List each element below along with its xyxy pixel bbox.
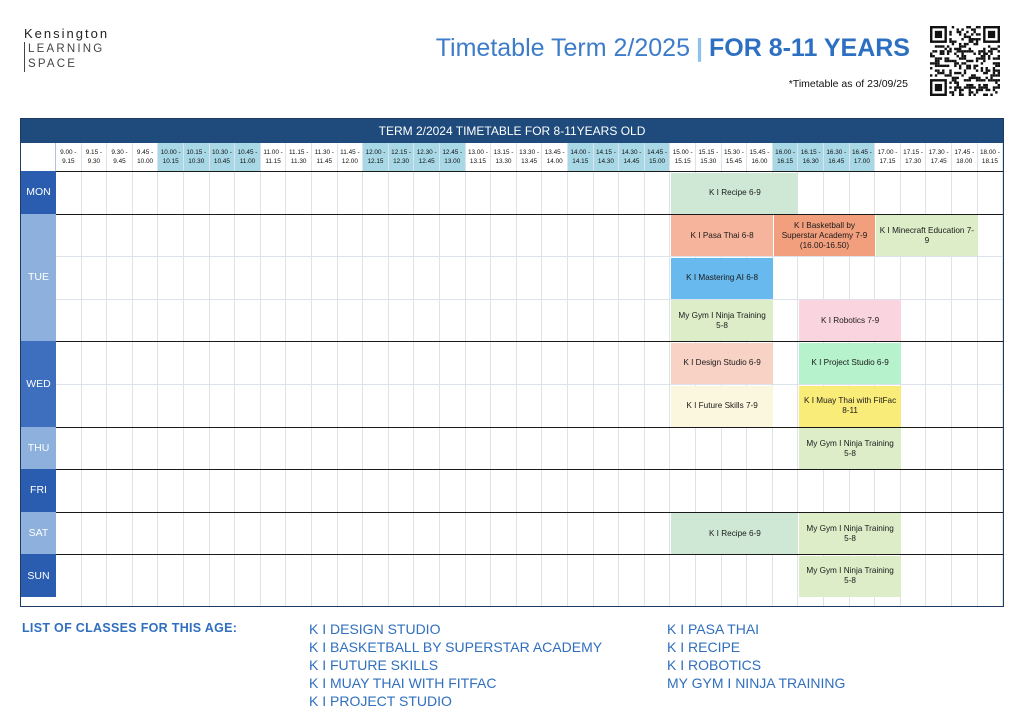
timetable-grid xyxy=(20,118,1004,607)
time-slot-end: 13.45 xyxy=(521,158,538,165)
time-slot-start: 14.00 - xyxy=(570,149,591,156)
time-slot-end: 12.00 xyxy=(341,158,358,165)
time-slot-start: 15.45 - xyxy=(749,149,770,156)
time-slot-start: 13.45 - xyxy=(544,149,565,156)
time-slot-end: 13.30 xyxy=(495,158,512,165)
time-slot-end: 17.30 xyxy=(905,158,922,165)
time-slot-end: 10.30 xyxy=(188,158,205,165)
class-block[interactable]: K I Design Studio 6-9 xyxy=(671,343,772,384)
time-slot-header xyxy=(56,143,82,171)
grid-column-line xyxy=(261,171,287,606)
time-slot-header xyxy=(568,143,594,171)
time-slot-end: 10.45 xyxy=(213,158,230,165)
time-slot-header xyxy=(82,143,108,171)
time-slot-start: 11.15 - xyxy=(288,149,309,156)
time-slot-end: 12.45 xyxy=(418,158,435,165)
time-slot-header xyxy=(338,143,364,171)
time-slot-end: 17.45 xyxy=(930,158,947,165)
grid-column-line xyxy=(517,171,543,606)
time-slot-header xyxy=(210,143,236,171)
time-slot-start: 14.30 - xyxy=(621,149,642,156)
time-slot-header xyxy=(466,143,492,171)
time-slot-end: 16.45 xyxy=(828,158,845,165)
grid-column-line xyxy=(107,171,133,606)
time-slot-end: 15.00 xyxy=(649,158,666,165)
grid-column-line xyxy=(286,171,312,606)
time-slot-end: 9.45 xyxy=(113,158,126,165)
row-separator xyxy=(56,256,1003,257)
time-slot-header xyxy=(824,143,850,171)
time-slot-header xyxy=(978,143,1004,171)
time-slot-start: 9.30 - xyxy=(111,149,128,156)
time-slot-start: 9.00 - xyxy=(60,149,77,156)
grid-column-line xyxy=(312,171,338,606)
timetable-title: TERM 2/2024 TIMETABLE FOR 8-11YEARS OLD xyxy=(21,119,1003,143)
time-slot-header xyxy=(875,143,901,171)
time-slot-start: 9.15 - xyxy=(85,149,103,156)
time-slot-end: 13.00 xyxy=(444,158,461,165)
class-block[interactable]: K I Minecraft Education 7-9 xyxy=(876,215,977,256)
class-list-item: K I FUTURE SKILLS xyxy=(309,657,439,673)
time-slot-start: 10.45 - xyxy=(237,149,258,156)
class-block[interactable]: My Gym I Ninja Training 5-8 xyxy=(799,513,900,554)
grid-column-line xyxy=(978,171,1004,606)
time-slot-header xyxy=(747,143,773,171)
class-list-column-1 xyxy=(309,620,602,710)
time-slot-start: 17.15 - xyxy=(903,149,924,156)
time-slot-end: 11.00 xyxy=(239,158,256,165)
title-separator: | xyxy=(695,34,703,62)
grid-column-line xyxy=(491,171,517,606)
class-list-item: K I BASKETBALL BY SUPERSTAR ACADEMY xyxy=(309,639,603,655)
class-list-item: K I PROJECT STUDIO xyxy=(309,693,452,709)
time-slot-start: 10.00 - xyxy=(160,149,181,156)
time-slot-end: 18.15 xyxy=(981,158,998,165)
time-slot-start: 9.45 - xyxy=(136,149,154,156)
time-slot-header xyxy=(722,143,748,171)
time-slot-end: 15.45 xyxy=(725,158,742,165)
time-slot-end: 17.00 xyxy=(853,158,870,165)
grid-column-line xyxy=(414,171,440,606)
time-slot-start: 15.00 - xyxy=(672,149,693,156)
grid-column-line xyxy=(389,171,415,606)
timetable-date-note: *Timetable as of 23/09/25 xyxy=(788,78,908,90)
time-slot-header xyxy=(850,143,876,171)
time-slot-end: 17.15 xyxy=(879,158,896,165)
header-corner xyxy=(21,143,56,171)
title-age-group: FOR 8-11 YEARS xyxy=(708,34,910,62)
class-block[interactable]: K I Future Skills 7-9 xyxy=(671,386,772,427)
time-slot-end: 11.15 xyxy=(265,158,281,165)
time-slot-header xyxy=(158,143,184,171)
day-label-fri: FRI xyxy=(21,469,56,512)
time-slot-end: 11.30 xyxy=(290,158,307,165)
class-list-column-2 xyxy=(667,620,845,692)
grid-column-line xyxy=(210,171,236,606)
time-slot-end: 16.15 xyxy=(777,158,794,165)
page-title xyxy=(436,32,910,64)
class-block[interactable]: K I Muay Thai with FitFac 8-11 xyxy=(799,386,900,427)
grid-column-line xyxy=(594,171,620,606)
grid-column-line xyxy=(466,171,492,606)
grid-column-line xyxy=(56,171,82,606)
class-block[interactable]: K I Pasa Thai 6-8 xyxy=(671,215,772,256)
time-slot-header xyxy=(645,143,671,171)
grid-column-line xyxy=(542,171,568,606)
time-slot-end: 18.00 xyxy=(956,158,973,165)
time-slot-header xyxy=(773,143,799,171)
time-slot-start: 11.45 - xyxy=(340,149,360,156)
time-slot-start: 12.30 - xyxy=(416,149,437,156)
time-slot-header xyxy=(491,143,517,171)
time-slot-end: 15.15 xyxy=(674,158,691,165)
class-list-item: K I DESIGN STUDIO xyxy=(309,621,441,637)
time-slot-start: 10.30 - xyxy=(211,149,232,156)
class-list-item: K I PASA THAI xyxy=(667,621,760,637)
grid-column-line xyxy=(363,171,389,606)
time-slot-start: 13.30 - xyxy=(519,149,540,156)
time-slot-header xyxy=(235,143,261,171)
time-slot-header xyxy=(286,143,312,171)
day-label-sun: SUN xyxy=(21,554,56,597)
time-slot-start: 18.00 - xyxy=(979,149,1000,156)
time-slot-start: 12.15 - xyxy=(391,149,412,156)
qr-code-icon[interactable] xyxy=(930,26,1000,96)
class-block[interactable]: My Gym I Ninja Training 5-8 xyxy=(799,428,900,469)
time-slot-start: 17.45 - xyxy=(954,149,975,156)
day-separator xyxy=(21,171,1003,172)
time-slot-header xyxy=(798,143,824,171)
class-block[interactable]: My Gym I Ninja Training 5-8 xyxy=(671,300,772,341)
time-slot-start: 14.45 - xyxy=(647,149,668,156)
grid-column-line xyxy=(338,171,364,606)
time-slot-end: 14.15 xyxy=(572,158,589,165)
grid-column-line xyxy=(619,171,645,606)
time-slot-end: 14.00 xyxy=(546,158,563,165)
grid-column-line xyxy=(133,171,159,606)
grid-column-line xyxy=(158,171,184,606)
time-slot-header xyxy=(901,143,927,171)
time-slot-header xyxy=(389,143,415,171)
time-slot-header xyxy=(184,143,210,171)
time-slot-header xyxy=(107,143,133,171)
time-slot-start: 10.15 - xyxy=(186,149,207,156)
kensington-logo xyxy=(24,26,109,72)
time-slot-start: 16.45 - xyxy=(851,149,872,156)
time-slot-header xyxy=(517,143,543,171)
time-slot-header xyxy=(440,143,466,171)
time-slot-header xyxy=(312,143,338,171)
time-slot-header xyxy=(363,143,389,171)
time-slot-header xyxy=(670,143,696,171)
class-block[interactable]: K I Mastering AI 6-8 xyxy=(671,258,772,299)
class-block[interactable]: K I Project Studio 6-9 xyxy=(799,343,900,384)
grid-column-line xyxy=(645,171,671,606)
time-slot-end: 13.15 xyxy=(469,158,486,165)
grid-column-line xyxy=(82,171,108,606)
time-slot-end: 12.15 xyxy=(367,158,384,165)
time-slot-start: 16.00 - xyxy=(775,149,796,156)
title-term: Timetable Term 2/2025 xyxy=(435,34,690,62)
class-list-item: K I MUAY THAI WITH FITFAC xyxy=(309,675,497,691)
time-slot-end: 15.30 xyxy=(700,158,717,165)
time-slot-header xyxy=(133,143,159,171)
time-slot-header xyxy=(542,143,568,171)
time-slot-end: 14.30 xyxy=(597,158,614,165)
time-slot-end: 16.00 xyxy=(751,158,768,165)
time-slot-end: 9.30 xyxy=(87,158,101,165)
time-slot-header xyxy=(414,143,440,171)
time-slot-start: 12.00 - xyxy=(365,149,386,156)
time-slot-end: 11.45 xyxy=(316,158,333,165)
time-slot-start: 17.30 - xyxy=(928,149,949,156)
time-slot-header xyxy=(926,143,952,171)
time-slot-header xyxy=(619,143,645,171)
time-slot-header xyxy=(952,143,978,171)
grid-column-line xyxy=(568,171,594,606)
logo-line-learning: LEARNING xyxy=(28,43,105,55)
time-slot-start: 16.30 - xyxy=(826,149,847,156)
day-label-mon: MON xyxy=(21,171,56,214)
class-block[interactable]: My Gym I Ninja Training 5-8 xyxy=(799,556,900,597)
time-slot-end: 10.00 xyxy=(137,158,154,165)
class-block[interactable]: K I Recipe 6-9 xyxy=(671,513,798,554)
time-slot-end: 14.45 xyxy=(623,158,640,165)
grid-column-line xyxy=(184,171,210,606)
time-slot-start: 13.00 - xyxy=(467,149,488,156)
time-slot-start: 16.15 - xyxy=(800,149,821,156)
day-label-tue: TUE xyxy=(21,214,56,342)
time-slot-start: 12.45 - xyxy=(442,149,463,156)
time-slot-start: 17.00 - xyxy=(877,149,898,156)
time-slot-start: 14.15 - xyxy=(595,149,616,156)
logo-name: Kensington xyxy=(24,26,110,41)
time-slot-end: 12.30 xyxy=(393,158,410,165)
time-slot-header xyxy=(594,143,620,171)
class-block[interactable]: K I Basketball by Superstar Academy 7-9 (16.00-16.50) xyxy=(774,215,875,256)
class-block[interactable]: K I Robotics 7-9 xyxy=(799,300,900,341)
time-slot-start: 15.15 - xyxy=(698,149,719,156)
day-label-sat: SAT xyxy=(21,512,56,555)
time-slot-start: 11.30 - xyxy=(314,149,334,156)
day-label-wed: WED xyxy=(21,341,56,426)
grid-column-line xyxy=(235,171,261,606)
class-list-item: K I RECIPE xyxy=(667,639,741,655)
logo-line-space: SPACE xyxy=(28,58,78,70)
time-slot-start: 13.15 - xyxy=(493,149,514,156)
day-separator xyxy=(21,469,1003,470)
time-slot-end: 10.15 xyxy=(162,158,179,165)
class-block[interactable]: K I Recipe 6-9 xyxy=(671,173,798,214)
time-slot-start: 15.30 - xyxy=(723,149,744,156)
grid-column-line xyxy=(440,171,466,606)
time-slot-end: 9.15 xyxy=(62,158,75,165)
time-slot-start: 11.00 - xyxy=(263,149,283,156)
time-slot-end: 16.30 xyxy=(802,158,819,165)
class-list-item: MY GYM I NINJA TRAINING xyxy=(667,675,846,691)
class-list-item: K I ROBOTICS xyxy=(667,657,762,673)
logo-subtitle xyxy=(24,42,109,72)
class-list-heading: LIST OF CLASSES FOR THIS AGE: xyxy=(22,621,238,635)
time-slot-header xyxy=(261,143,287,171)
time-slot-header xyxy=(696,143,722,171)
day-label-thu: THU xyxy=(21,427,56,470)
